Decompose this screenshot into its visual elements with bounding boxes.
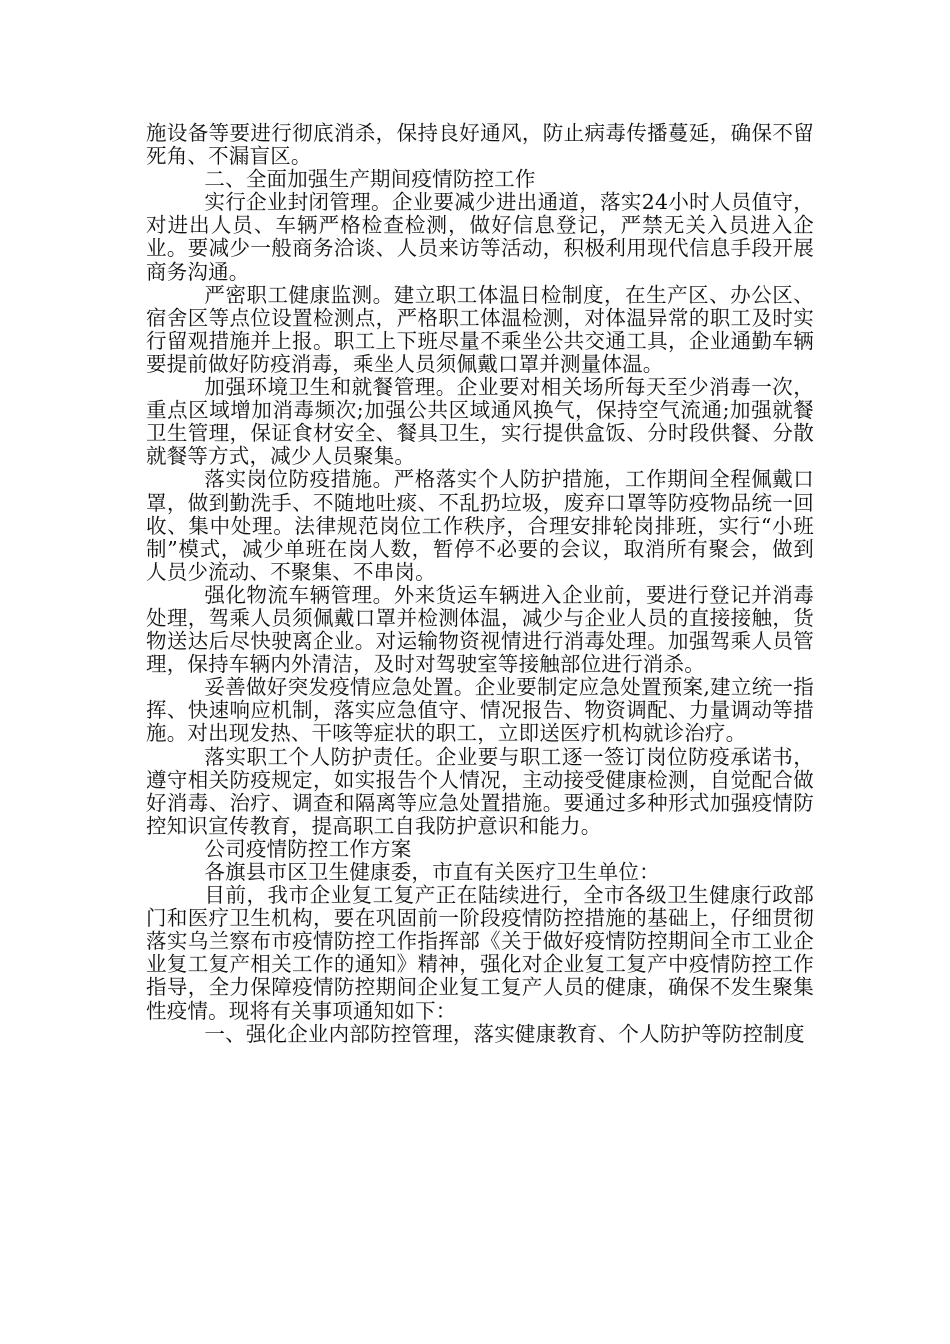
section-heading-one: 一、强化企业内部防控管理，落实健康教育、个人防护等防控制度 [204, 1021, 805, 1046]
paragraph-personal-protection: 落实职工个人防护责任。企业要与职工逐一签订岗位防疫承诺书，遵守相关防疫规定，如实报告个人情况，主动接受健康检测，自觉配合做好消毒、治疗、调查和隔离等应急处置措施。要通过多种形式加强疫情防控知识宣传教育，提高职工自我防护意识和能力。 [146, 744, 814, 838]
paragraph-closed-management: 实行企业封闭管理。企业要减少进出通道，落实24小时人员值守，对进出人员、车辆严格检查检测，做好信息登记，严禁无关入员进入企业。要减少一般商务洽谈、人员来访等活动，积极利用现代信息手段开展商务沟通。 [146, 190, 814, 284]
paragraph-logistics-vehicles: 强化物流车辆管理。外来货运车辆进入企业前，要进行登记并消毒处理，驾乘人员须佩戴口罩并检测体温，减少与企业人员的直接接触，货物送达后尽快驶离企业。对运输物资视情进行消毒处理。加强驾乘人员管理，保持车辆内外清洁，及时对驾驶室等接触部位进行消杀。 [146, 582, 814, 677]
section-heading-two: 二、全面加强生产期间疫情防控工作 [204, 167, 536, 192]
paragraph-health-monitoring: 严密职工健康监测。建立职工体温日检制度，在生产区、办公区、宿舍区等点位设置检测点，严格职工体温检测，对体温异常的职工及时实行留观措施并上报。职工上下班尽量不乘坐公共交通工具，企业通勤车辆要提前做好防疫消毒，乘坐人员须佩戴口罩并测量体温。 [146, 282, 814, 376]
paragraph-emergency-response: 妥善做好突发疫情应急处置。企业要制定应急处置预案,建立统一指挥、快速响应机制，落实应急值守、情况报告、物资调配、力量调动等措施。对出现发热、干咳等症状的职工，立即送医疗机构就诊治疗。 [146, 675, 814, 746]
paragraph-post-measures: 落实岗位防疫措施。严格落实个人防护措施，工作期间全程佩戴口罩，做到勤洗手、不随地吐痰、不乱扔垃圾，废弃口罩等防疫物品统一回收、集中处理。法律规范岗位工作秩序，合理安排轮岗排班，实行“小班制”模式，减少单班在岗人数，暂停不必要的会议，取消所有聚会，做到人员少流动、不聚集、不串岗。 [146, 467, 814, 584]
paragraph-continuation: 施设备等要进行彻底消杀，保持良好通风，防止病毒传播蔓延，确保不留死角、不漏盲区。 [146, 121, 814, 169]
salutation: 各旗县市区卫生健康委，市直有关医疗卫生单位： [204, 860, 660, 884]
document-body [146, 122, 814, 1046]
paragraph-hygiene-dining: 加强环境卫生和就餐管理。企业要对相关场所每天至少消毒一次，重点区域增加消毒频次;加强公共区域通风换气，保持空气流通;加强就餐卫生管理，保证食材安全、餐具卫生，实行提供盒饭、分时段供餐、分散就餐等方式，减少人员聚集。 [146, 375, 814, 469]
document-title-line: 公司疫情防控工作方案 [204, 836, 412, 861]
paragraph-introduction: 目前，我市企业复工复产正在陆续进行，全市各级卫生健康行政部门和医疗卫生机构，要在巩固前一阶段疫情防控措施的基础上，仔细贯彻落实乌兰察布市疫情防控工作指挥部《关于做好疫情防控期间全市工业企业复工复产相关工作的通知》精神，强化对企业复工复产中疫情防控工作指导，全力保障疫情防控期间企业复工复产人员的健康，确保不发生聚集性疫情。现将有关事项通知如下： [146, 883, 814, 1023]
